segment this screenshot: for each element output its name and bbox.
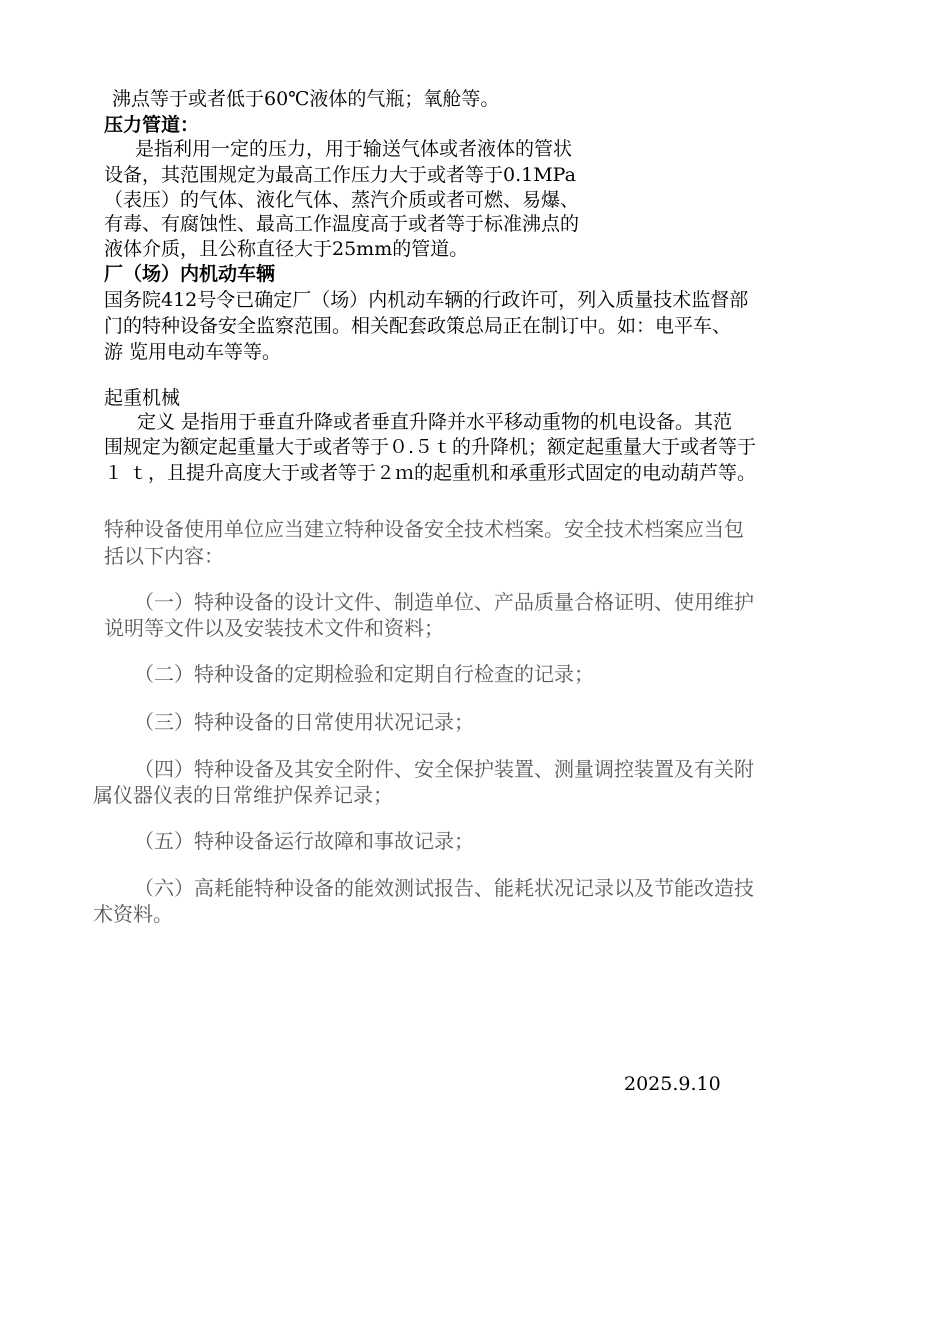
paragraph-line: 沸点等于或者低于60℃液体的气瓶；氧舱等。	[112, 88, 500, 110]
archive-item-4: （四）特种设备及其安全附件、安全保护装置、测量调控装置及有关附	[134, 757, 754, 781]
archive-item-3: （三）特种设备的日常使用状况记录；	[134, 710, 474, 734]
paragraph-line: 围规定为额定起重量大于或者等于０.５ｔ的升降机；额定起重量大于或者等于	[104, 436, 757, 458]
section-heading-lifting-machinery: 起重机械	[104, 387, 181, 409]
paragraph-line: 液体介质，且公称直径大于25mm的管道。	[104, 238, 469, 260]
paragraph-line: １ ｔ，且提升高度大于或者等于２ｍ的起重机和承重形式固定的电动葫芦等。	[104, 462, 757, 484]
archive-item-6: （六）高耗能特种设备的能效测试报告、能耗状况记录以及节能改造技	[134, 876, 754, 900]
document-date: 2025.9.10	[624, 1073, 721, 1095]
paragraph-line: 门的特种设备安全监察范围。相关配套政策总局正在制订中。如：电平车、	[104, 315, 732, 337]
paragraph-line: 游 览用电动车等等。	[104, 341, 282, 363]
paragraph-line: 国务院412号令已确定厂（场）内机动车辆的行政许可，列入质量技术监督部	[104, 289, 749, 311]
section-heading-factory-vehicles: 厂（场）内机动车辆	[104, 263, 276, 285]
archive-item-1-cont: 说明等文件以及安装技术文件和资料；	[104, 616, 444, 640]
paragraph-line: 设备，其范围规定为最高工作压力大于或者等于0.1MPa	[104, 164, 576, 186]
archive-item-4-cont: 属仪器仪表的日常维护保养记录；	[93, 783, 393, 807]
paragraph-line: 有毒、有腐蚀性、最高工作温度高于或者等于标准沸点的	[104, 213, 580, 235]
archive-item-5: （五）特种设备运行故障和事故记录；	[134, 829, 474, 853]
paragraph-line: （表压）的气体、液化气体、蒸汽介质或者可燃、易爆、	[104, 189, 580, 211]
archive-item-2: （二）特种设备的定期检验和定期自行检查的记录；	[134, 662, 594, 686]
section-heading-pressure-pipeline: 压力管道：	[104, 114, 200, 136]
archive-intro-line: 特种设备使用单位应当建立特种设备安全技术档案。安全技术档案应当包	[104, 517, 744, 541]
paragraph-line: 是指利用一定的压力，用于输送气体或者液体的管状	[135, 138, 573, 160]
archive-intro-line: 括以下内容：	[104, 544, 224, 568]
archive-item-1: （一）特种设备的设计文件、制造单位、产品质量合格证明、使用维护	[134, 590, 754, 614]
archive-item-6-cont: 术资料。	[93, 902, 173, 926]
paragraph-line: 定义 是指用于垂直升降或者垂直升降并水平移动重物的机电设备。其范	[137, 411, 733, 433]
